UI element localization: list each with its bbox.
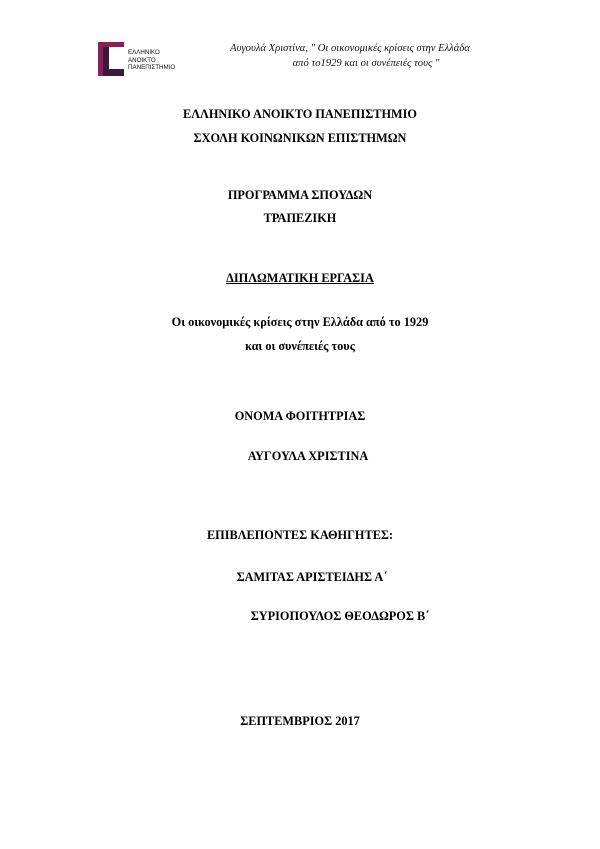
eap-logo-icon — [98, 42, 126, 76]
university-logo — [98, 42, 180, 76]
university-name: ΕΛΛΗΝΙΚΟ ΑΝΟΙΚΤΟ ΠΑΝΕΠΙΣΤΗΜΙΟ — [183, 107, 417, 121]
student-label: ΟΝΟΜΑ ΦΟΙΤΗΤΡΙΑΣ — [234, 409, 366, 423]
supervisor-1: ΣΑΜΙΤΑΣ ΑΡΙΣΤΕΙΔΗΣ Α΄ — [236, 570, 388, 584]
program-label: ΠΡΟΓΡΑΜΜΑ ΣΠΟΥΔΩΝ — [227, 188, 373, 202]
student-name: ΑΥΓΟΥΛΑ ΧΡΙΣΤΙΝΑ — [247, 449, 369, 463]
running-header-line-2: από το1929 και οι συνέπειές τους " — [292, 58, 440, 69]
supervisors-label: ΕΠΙΒΛΕΠΟΝΤΕΣ ΚΑΘΗΓΗΤΕΣ: — [206, 528, 394, 542]
supervisor-2: ΣΥΡΙΟΠΟΥΛΟΣ ΘΕΟΔΩΡΟΣ Β΄ — [250, 609, 430, 623]
school-name: ΣΧΟΛΗ ΚΟΙΝΩΝΙΚΩΝ ΕΠΙΣΤΗΜΩΝ — [193, 131, 407, 145]
thesis-title-line-1: Οι οικονομικές κρίσεις στην Ελλάδα από το 1929 — [171, 315, 429, 329]
submission-date: ΣΕΠΤΕΜΒΡΙΟΣ 2017 — [240, 714, 360, 728]
thesis-title-line-2: και οι συνέπειές τους — [245, 339, 355, 353]
document-type: ΔΙΠΛΩΜΑΤΙΚΗ ΕΡΓΑΣΙΑ — [226, 271, 374, 285]
logo-line-1: ΕΛΛΗΝΙΚΟ — [128, 49, 160, 56]
running-header-line-1: Αυγουλά Χριστίνα, " Οι οικονομικές κρίσεις στην Ελλάδα — [230, 43, 470, 54]
logo-line-3: ΠΑΝΕΠΙΣΤΗΜΙΟ — [128, 64, 176, 72]
program-name: ΤΡΑΠΕΖΙΚΗ — [263, 211, 337, 225]
logo-text — [128, 49, 175, 72]
logo-line-2: ΑΝΟΙΚΤΟ — [128, 56, 156, 64]
